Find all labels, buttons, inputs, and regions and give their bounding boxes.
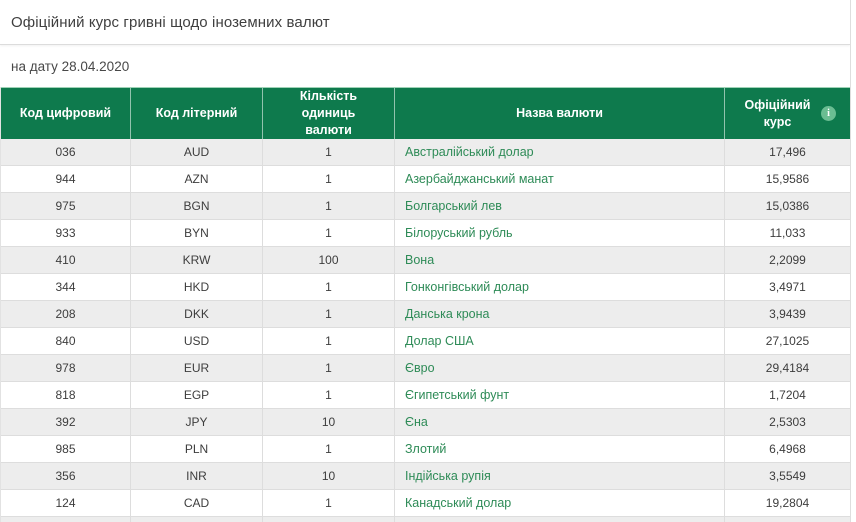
currency-link[interactable]: Данська крона: [405, 307, 490, 321]
cell-currency-name: [395, 409, 725, 436]
cell-letter-code: DKK: [131, 301, 263, 328]
table-row: [1, 193, 850, 220]
table-row-partial: [1, 517, 850, 522]
cell-units: 1: [263, 301, 395, 328]
table-row: [1, 247, 850, 274]
cell-numeric-code: 208: [1, 301, 131, 328]
official-rate-label: Офіційний курс: [744, 97, 811, 129]
cell-rate: 11,033: [725, 220, 850, 247]
cell-letter-code: BGN: [131, 193, 263, 220]
cell-rate: 17,496: [725, 139, 850, 166]
cell-currency-name: [395, 139, 725, 166]
cell-units: 1: [263, 274, 395, 301]
cell-numeric-code: 975: [1, 193, 131, 220]
cell-currency-name: [395, 382, 725, 409]
cell-rate: 15,9586: [725, 166, 850, 193]
cell-letter-code: [131, 517, 263, 522]
cell-rate: 2,5303: [725, 409, 850, 436]
table-row: [1, 328, 850, 355]
currency-link[interactable]: Вона: [405, 253, 435, 267]
cell-units: 1: [263, 436, 395, 463]
cell-letter-code: AUD: [131, 139, 263, 166]
cell-units: 1: [263, 328, 395, 355]
currency-link[interactable]: Азербайджанський манат: [405, 172, 554, 186]
cell-currency-name: [395, 301, 725, 328]
cell-numeric-code: 985: [1, 436, 131, 463]
cell-letter-code: EGP: [131, 382, 263, 409]
col-header-numeric-code: Код цифровий: [1, 88, 131, 139]
currency-link[interactable]: Білоруський рубль: [405, 226, 513, 240]
cell-rate: 27,1025: [725, 328, 850, 355]
cell-letter-code: USD: [131, 328, 263, 355]
currency-link[interactable]: Канадський долар: [405, 496, 512, 510]
cell-currency-name: [395, 490, 725, 517]
cell-units: 10: [263, 463, 395, 490]
table-row: [1, 301, 850, 328]
info-icon[interactable]: i: [821, 106, 836, 121]
table-row: [1, 436, 850, 463]
date-label: на дату 28.04.2020: [11, 58, 130, 74]
currency-link[interactable]: Долар США: [405, 334, 474, 348]
cell-units: 100: [263, 247, 395, 274]
table-row: [1, 490, 850, 517]
cell-numeric-code: 356: [1, 463, 131, 490]
cell-units: 10: [263, 409, 395, 436]
cell-currency-name: [395, 463, 725, 490]
currency-link[interactable]: Євро: [405, 361, 435, 375]
cell-letter-code: KRW: [131, 247, 263, 274]
currency-link[interactable]: Єна: [405, 415, 428, 429]
cell-units: 1: [263, 139, 395, 166]
currency-link[interactable]: Болгарський лев: [405, 199, 502, 213]
table-row: [1, 166, 850, 193]
cell-currency-name: [395, 220, 725, 247]
cell-letter-code: INR: [131, 463, 263, 490]
cell-numeric-code: 392: [1, 409, 131, 436]
cell-currency-name: [395, 328, 725, 355]
table-row: [1, 220, 850, 247]
table-row: [1, 382, 850, 409]
currency-link[interactable]: Індійська рупія: [405, 469, 491, 483]
cell-letter-code: EUR: [131, 355, 263, 382]
cell-units: 1: [263, 166, 395, 193]
cell-currency-name: [395, 517, 725, 522]
cell-currency-name: [395, 247, 725, 274]
currency-link[interactable]: Єгипетський фунт: [405, 388, 510, 402]
cell-numeric-code: [1, 517, 131, 522]
cell-currency-name: [395, 166, 725, 193]
cell-numeric-code: 036: [1, 139, 131, 166]
cell-currency-name: [395, 193, 725, 220]
cell-units: 1: [263, 382, 395, 409]
cell-rate: 2,2099: [725, 247, 850, 274]
col-header-currency-name: Назва валюти: [395, 88, 725, 139]
cell-units: 1: [263, 490, 395, 517]
table-row: [1, 139, 850, 166]
cell-numeric-code: 978: [1, 355, 131, 382]
table-row: [1, 463, 850, 490]
cell-numeric-code: 344: [1, 274, 131, 301]
col-header-letter-code: Код літерний: [131, 88, 263, 139]
cell-numeric-code: 944: [1, 166, 131, 193]
cell-units: 1: [263, 355, 395, 382]
cell-rate: 3,4971: [725, 274, 850, 301]
cell-numeric-code: 410: [1, 247, 131, 274]
cell-rate: [725, 517, 850, 522]
cell-letter-code: AZN: [131, 166, 263, 193]
cell-numeric-code: 124: [1, 490, 131, 517]
cell-letter-code: JPY: [131, 409, 263, 436]
cell-numeric-code: 840: [1, 328, 131, 355]
cell-letter-code: PLN: [131, 436, 263, 463]
cell-rate: 29,4184: [725, 355, 850, 382]
cell-currency-name: [395, 436, 725, 463]
col-header-official-rate: [725, 88, 850, 139]
cell-rate: 3,9439: [725, 301, 850, 328]
cell-letter-code: BYN: [131, 220, 263, 247]
cell-numeric-code: 818: [1, 382, 131, 409]
cell-currency-name: [395, 274, 725, 301]
rates-table: [0, 87, 850, 522]
table-row: [1, 274, 850, 301]
cell-units: [263, 517, 395, 522]
col-header-units: Кількість одиниць валюти: [263, 88, 395, 139]
cell-numeric-code: 933: [1, 220, 131, 247]
date-bar: [0, 45, 850, 87]
cell-rate: 6,4968: [725, 436, 850, 463]
page-title: Офіційний курс гривні щодо іноземних валют: [11, 13, 330, 31]
cell-units: 1: [263, 220, 395, 247]
currency-link[interactable]: Злотий: [405, 442, 447, 456]
cell-currency-name: [395, 355, 725, 382]
currency-link[interactable]: Гонконгівський долар: [405, 280, 529, 294]
cell-rate: 15,0386: [725, 193, 850, 220]
cell-units: 1: [263, 193, 395, 220]
cell-rate: 1,7204: [725, 382, 850, 409]
cell-rate: 3,5549: [725, 463, 850, 490]
table-row: [1, 409, 850, 436]
table-header-row: [1, 87, 850, 139]
cell-letter-code: CAD: [131, 490, 263, 517]
cell-letter-code: HKD: [131, 274, 263, 301]
currency-link[interactable]: Австралійський долар: [405, 145, 534, 159]
cell-rate: 19,2804: [725, 490, 850, 517]
table-row: [1, 355, 850, 382]
title-bar: [0, 0, 850, 45]
